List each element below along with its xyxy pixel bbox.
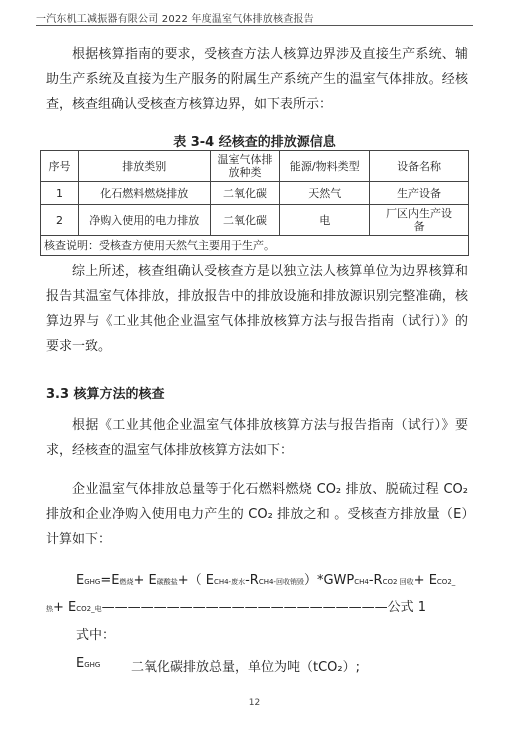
- paragraph-formula-intro: 企业温室气体排放总量等于化石燃料燃烧 CO₂ 排放、脱硫过程 CO₂ 排放和企业净购入使用电力产生的 CO₂ 排放之和 。受核查方排放量（E）计算如下：: [46, 482, 468, 547]
- table-cell: 化石燃料燃烧排放: [78, 182, 210, 205]
- table-cell: 1: [41, 182, 79, 205]
- table-cell: 二氧化碳: [210, 205, 280, 236]
- emission-source-table: [40, 150, 469, 256]
- table-note-row: [41, 236, 469, 256]
- formula-line-2: 热+ ECO2_电——————————————————————公式 1: [46, 600, 427, 615]
- table-cell: 2: [41, 205, 79, 236]
- table-note: 核查说明：受核查方使用天然气主要用于生产。: [41, 236, 469, 256]
- paragraph-conclusion: 综上所述，核查组确认受核查方是以独立法人核算单位为边界核算和报告其温室气体排放，排放报告中的排放设施和排放源识别完整准确，核算边界与《工业其他企业温室气体排放核算方法与报告指南（试行）》的要求一致。: [46, 264, 468, 354]
- paragraph-method: 根据《工业其他企业温室气体排放核算方法与报告指南（试行）》要求，经核查的温室气体排放核算方法如下：: [46, 418, 468, 458]
- table-cell: 二氧化碳: [210, 182, 280, 205]
- table-cell: 天然气: [280, 182, 370, 205]
- table-header-row: [41, 151, 469, 182]
- header-rule: [36, 25, 473, 26]
- table-row: [41, 205, 469, 236]
- formula-label: 公式 1: [387, 600, 427, 615]
- table-header-cell: 能源/物料类型: [280, 151, 370, 182]
- table-caption: 表 3-4 经核查的排放源信息: [173, 135, 336, 150]
- table-cell: 厂区内生产设备: [370, 205, 469, 236]
- definition-symbol: EGHG: [76, 656, 101, 671]
- table-cell: 净购入使用的电力排放: [78, 205, 210, 236]
- page-header: 一汽东机工减振器有限公司 2022 年度温室气体排放核查报告: [36, 14, 314, 25]
- page-number: 12: [248, 698, 261, 708]
- table-row: [41, 182, 469, 205]
- where-label: 式中：: [76, 628, 116, 643]
- table-header-cell: 排放类别: [78, 151, 210, 182]
- table-cell: 电: [280, 205, 370, 236]
- formula-line-1: EGHG=E燃烧+ E碳酸盐+（ ECH4-废水-RCH4-回收销毁）*GWPCH4-RCO2 回收+ ECO2_: [76, 573, 456, 588]
- table-cell: 生产设备: [370, 182, 469, 205]
- definition-text: 二氧化碳排放总量，单位为吨（tCO₂）;: [131, 660, 360, 675]
- table-header-cell: 温室气体排放种类: [210, 151, 280, 182]
- table-header-cell: 序号: [41, 151, 79, 182]
- table-header-cell: 设备名称: [370, 151, 469, 182]
- section-title: 3.3 核算方法的核查: [46, 387, 165, 402]
- paragraph-boundary: 根据核算指南的要求，受核查方法人核算边界涉及直接生产系统、辅助生产系统及直接为生产服务的附属生产系统产生的温室气体排放。经核查，核查组确认受核查方核算边界，如下表所示：: [46, 47, 468, 112]
